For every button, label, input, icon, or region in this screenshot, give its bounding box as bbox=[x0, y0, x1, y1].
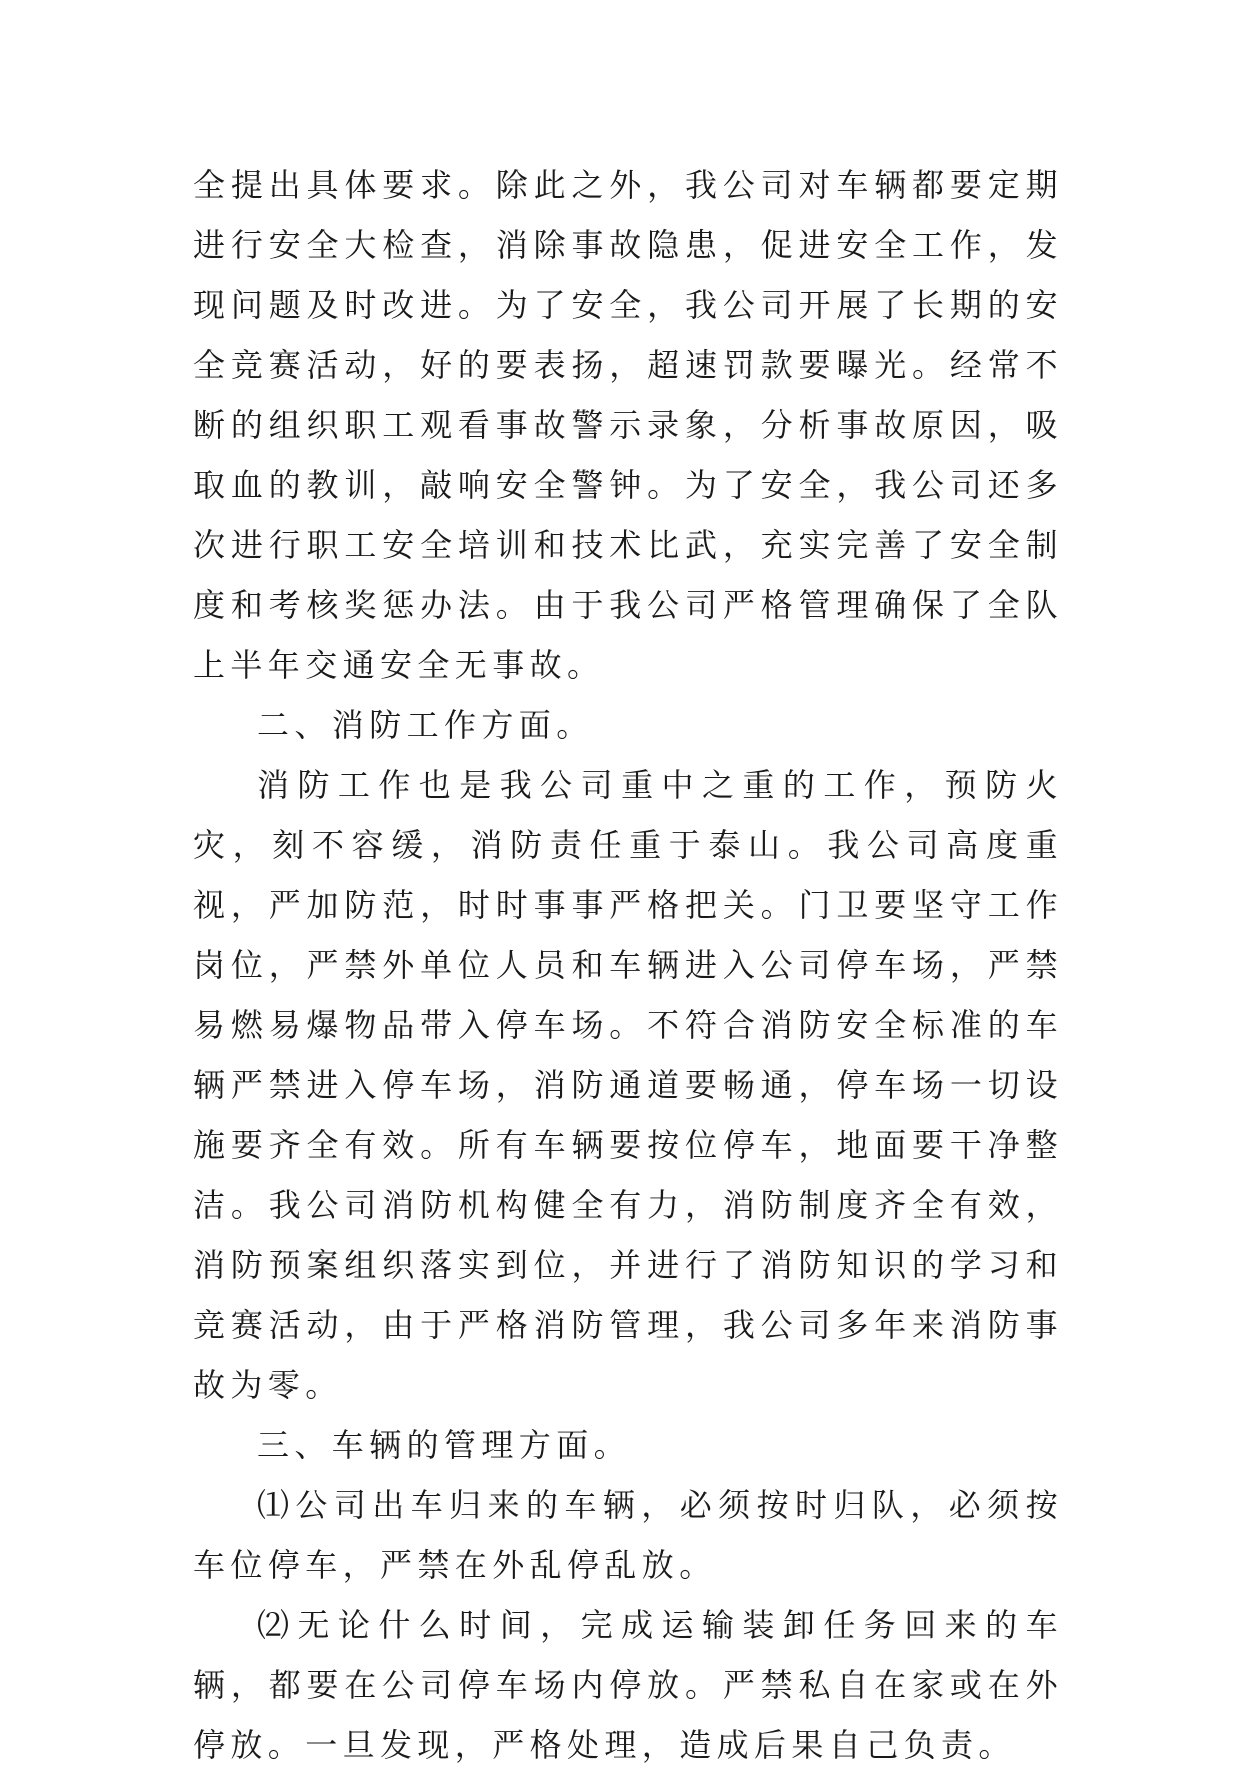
paragraph-traffic-safety-continued: 全提出具体要求。除此之外，我公司对车辆都要定期进行安全大检查，消除事故隐患，促进安全工作，发现问题及时改进。为了安全，我公司开展了长期的安全竞赛活动，好的要表扬，超速罚款要曝光。经常不断的组织职工观看事故警示录象，分析事故原因，吸取血的教训，敲响安全警钟。为了安全，我公司还多次进行职工安全培训和技术比武，充实完善了安全制度和考核奖惩办法。由于我公司严格管理确保了全队上半年交通安全无事故。 bbox=[193, 166, 1063, 684]
document-page bbox=[193, 155, 1063, 1775]
list-item-vehicle-rule-2: ⑵无论什么时间，完成运输装卸任务回来的车辆，都要在公司停车场内停放。严禁私自在家或在外停放。一旦发现，严格处理，造成后果自己负责。 bbox=[193, 1606, 1063, 1764]
section-heading-vehicle-management: 三、车辆的管理方面。 bbox=[257, 1426, 632, 1464]
paragraph-fire-safety: 消防工作也是我公司重中之重的工作，预防火灾，刻不容缓，消防责任重于泰山。我公司高度重视，严加防范，时时事事严格把关。门卫要坚守工作岗位，严禁外单位人员和车辆进入公司停车场，严禁易燃易爆物品带入停车场。不符合消防安全标准的车辆严禁进入停车场，消防通道要畅通，停车场一切设施要齐全有效。所有车辆要按位停车，地面要干净整洁。我公司消防机构健全有力，消防制度齐全有效，消防预案组织落实到位，并进行了消防知识的学习和竞赛活动，由于严格消防管理，我公司多年来消防事故为零。 bbox=[193, 766, 1063, 1404]
list-item-vehicle-rule-1: ⑴公司出车归来的车辆，必须按时归队，必须按车位停车，严禁在外乱停乱放。 bbox=[193, 1486, 1063, 1584]
section-heading-fire-safety: 二、消防工作方面。 bbox=[257, 706, 594, 744]
